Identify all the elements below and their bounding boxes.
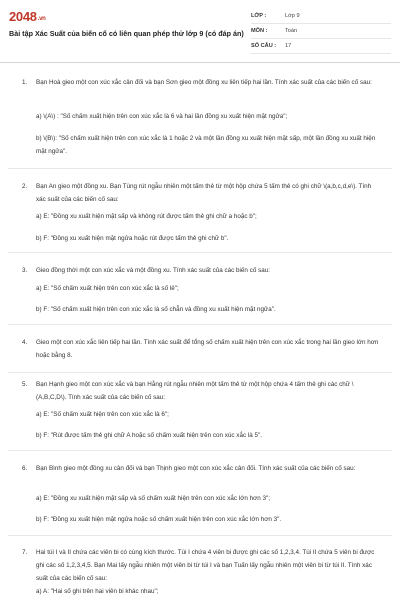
meta-value: Lớp 9 — [285, 13, 300, 19]
question-text: Hai túi I và II chứa các viên bi có cùng kích thước. Túi I chứa 4 viên bi được ghi các số 1,2,3,4. Túi II chứa 5 viên bi được ghi các số 1,2,3,4,5. Bạn Mai lấy ngẫu nhiên một viên bi từ túi I và bạn Tuấn lấy ngẫu nhiên một viên bi từ túi II. Tính xác suất của các biến cố sau: — [36, 549, 375, 582]
meta-row-class — [251, 9, 391, 24]
meta-value: Toán — [285, 28, 298, 34]
question-number: 3. — [22, 267, 28, 274]
question-text: Gieo đồng thời một con xúc xắc và một đồng xu. Tính xác suất của các biến cố sau: — [36, 267, 270, 274]
question-part: b) F: "Số chấm xuất hiện trên con xúc xắc là số chẵn và đồng xu xuất hiện mặt ngửa". — [36, 306, 276, 313]
question-text: Bạn Hoà gieo một con xúc xắc cân đối và bạn Sơn gieo một đồng xu liên tiếp hai lần. Tính xác suất của các biến cố sau: — [36, 79, 372, 86]
question-part: b) F: "Rút được tấm thẻ ghi chữ A hoặc số chấm xuất hiện trên con xúc xắc là 5". — [36, 432, 262, 439]
question-part: b) F: "Đồng xu xuất hiện mặt ngửa hoặc rút được tấm thẻ ghi chữ b". — [36, 235, 229, 242]
question-part: a) E: "Số chấm xuất hiện trên con xúc xắc là số lẻ"; — [36, 285, 179, 292]
question-part: a) \(A\) : "Số chấm xuất hiện trên con xúc xắc là 6 và hai lần đồng xu xuất hiện mặt ngửa"; — [36, 113, 288, 120]
question-text: Gieo một con xúc xắc liên tiếp hai lần. Tính xác suất để tổng số chấm xuất hiện trên con xúc xắc trong hai lần gieo lớn hơn hoặc bằng 8. — [36, 339, 379, 359]
meta-label: MÔN : — [251, 28, 268, 34]
page-header — [0, 0, 400, 63]
divider — [8, 324, 392, 325]
question-text: Bạn An gieo một đồng xu. Bạn Tùng rút ngẫu nhiên một tấm thẻ từ một hộp chứa 5 tấm thẻ có ghi chữ \(a,b,c,d,e\). Tính xác suất của các biến cố sau: — [36, 183, 372, 203]
meta-value: 17 — [285, 43, 292, 49]
logo-text: 2048 — [9, 9, 37, 24]
question-part: b) \(B\): "Số chấm xuất hiện trên con xúc xắc là 1 hoặc 2 và một lần đồng xu xuất hiện mặt sấp, một lần đồng xu xuất hiện mặt ngửa". — [36, 135, 376, 155]
meta-label: SỐ CÂU : — [251, 43, 277, 49]
question-number: 5. — [22, 381, 28, 388]
question-part: a) E: "Đồng xu xuất hiện mặt sấp và không rút được tấm thẻ ghi chữ a hoặc b"; — [36, 213, 257, 220]
question-number: 4. — [22, 339, 28, 346]
meta-panel — [251, 9, 391, 54]
divider — [8, 252, 392, 253]
divider — [8, 372, 392, 373]
question-number: 1. — [22, 79, 28, 86]
question-part: a) E: "Đồng xu xuất hiện mặt sấp và số chấm xuất hiện trên con xúc xắc lớn hơn 3"; — [36, 495, 270, 502]
question-number: 2. — [22, 183, 28, 190]
site-logo[interactable] — [9, 9, 46, 24]
question-text: Bạn Hạnh gieo một con xúc xắc và bạn Hằng rút ngẫu nhiên một tấm thẻ từ một hộp chứa 4 tấm thẻ ghi các chữ \(A,B,C,D\). Tính xác suất của các biến cố sau: — [36, 381, 354, 401]
page-title: Bài tập Xác Suất của biến cố có liên quan phép thử lớp 9 (có đáp án) — [9, 29, 244, 38]
question-number: 7. — [22, 549, 28, 556]
divider — [8, 535, 392, 536]
question-part: b) F: "Đồng xu xuất hiện mặt ngửa hoặc số chấm xuất hiện trên con xúc xắc lớn hơn 3". — [36, 516, 282, 523]
question-number: 6. — [22, 465, 28, 472]
divider — [8, 450, 392, 451]
question-text: Bạn Bình gieo một đồng xu cân đối và bạn Thịnh gieo một con xúc xắc cân đối. Tính xác suất của các biến cố sau: — [36, 465, 356, 472]
meta-row-subject — [251, 24, 391, 39]
divider — [8, 168, 392, 169]
logo-suffix: .vn — [37, 16, 46, 22]
question-part: a) E: "Số chấm xuất hiện trên con xúc xắc là 6"; — [36, 411, 169, 418]
question-part: a) A: "Hai số ghi trên hai viên bi khác nhau"; — [36, 588, 159, 595]
meta-label: LỚP : — [251, 13, 267, 19]
meta-row-count — [251, 39, 391, 54]
